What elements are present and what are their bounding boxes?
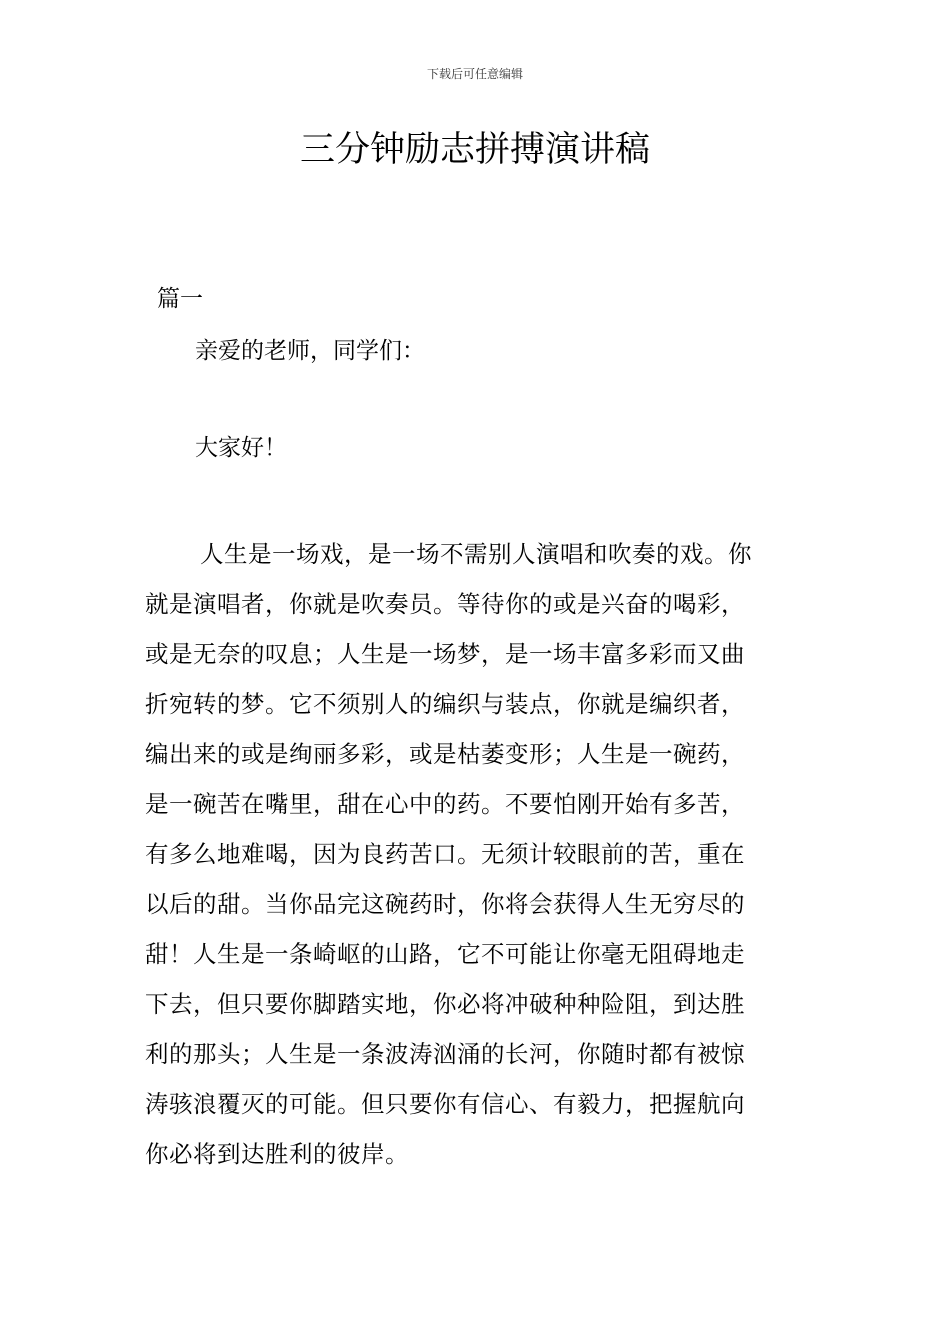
greeting: 大家好！	[195, 435, 287, 461]
paragraph-line: 折宛转的梦。它不须别人的编织与装点，你就是编织者，	[145, 690, 745, 718]
paragraph-line: 就是演唱者，你就是吹奏员。等待你的或是兴奋的喝彩，	[145, 590, 745, 618]
paragraph-line: 有多么地难喝，因为良药苦口。无须计较眼前的苦，重在	[145, 840, 745, 868]
section-label: 篇一	[157, 286, 203, 312]
paragraph-line: 甜！人生是一条崎岖的山路，它不可能让你毫无阻碍地走	[145, 940, 745, 968]
paragraph-line: 利的那头；人生是一条波涛汹涌的长河，你随时都有被惊	[145, 1040, 745, 1068]
paragraph-line: 或是无奈的叹息；人生是一场梦，是一场丰富多彩而又曲	[145, 640, 745, 668]
paragraph-line: 涛骇浪覆灭的可能。但只要你有信心、有毅力，把握航向	[145, 1090, 745, 1118]
paragraph-line: 你必将到达胜利的彼岸。	[145, 1140, 409, 1168]
paragraph-line: 以后的甜。当你品完这碗药时，你将会获得人生无穷尽的	[145, 890, 745, 918]
document-title: 三分钟励志拼搏演讲稿	[299, 130, 650, 170]
body-paragraph	[145, 529, 810, 1179]
salutation: 亲爱的老师，同学们：	[195, 338, 425, 364]
paragraph-line: 人生是一场戏，是一场不需别人演唱和吹奏的戏。你	[200, 540, 752, 568]
paragraph-line: 下去，但只要你脚踏实地，你必将冲破种种险阻，到达胜	[145, 990, 745, 1018]
paragraph-line: 是一碗苦在嘴里，甜在心中的药。不要怕刚开始有多苦，	[145, 790, 745, 818]
paragraph-line: 编出来的或是绚丽多彩，或是枯萎变形；人生是一碗药，	[145, 740, 745, 768]
header-note: 下载后可任意编辑	[426, 67, 523, 81]
